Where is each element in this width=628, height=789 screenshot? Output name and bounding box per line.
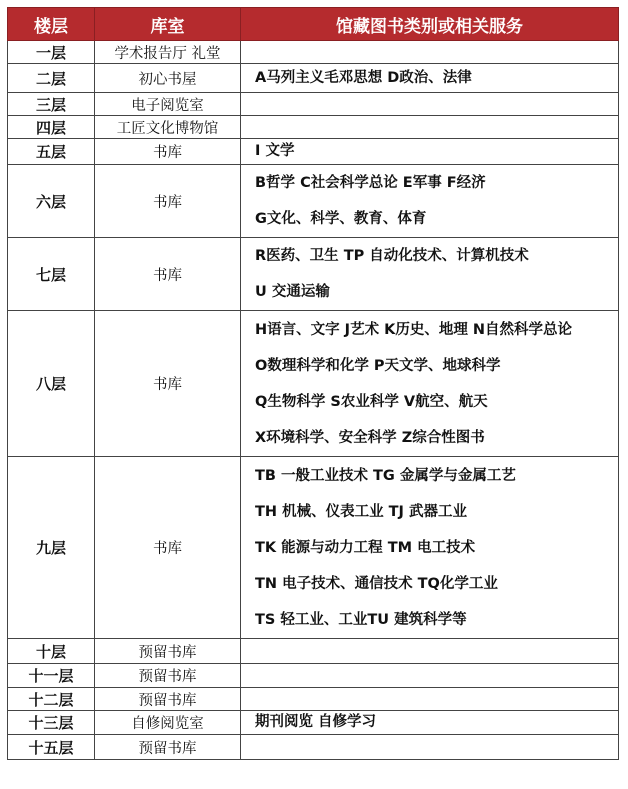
room-cell: 预留书库 xyxy=(95,664,241,688)
service-cell xyxy=(241,41,619,64)
service-line: B哲学 C社会科学总论 E军事 F经济 xyxy=(255,175,486,191)
floor-cell: 九层 xyxy=(8,457,95,639)
room-cell: 书库 xyxy=(95,311,241,457)
service-cell xyxy=(241,457,619,639)
floor-cell: 四层 xyxy=(8,116,95,139)
library-floor-table xyxy=(7,7,619,760)
floor-cell: 八层 xyxy=(8,311,95,457)
service-line: TH 机械、仪表工业 TJ 武器工业 xyxy=(255,503,467,520)
floor-cell: 三层 xyxy=(8,93,95,116)
service-cell xyxy=(241,64,619,93)
service-cell xyxy=(241,116,619,139)
table-row xyxy=(8,639,619,664)
floor-cell: 一层 xyxy=(8,41,95,64)
floor-cell: 二层 xyxy=(8,64,95,93)
table-row xyxy=(8,664,619,688)
service-line: TS 轻工业、工业TU 建筑科学等 xyxy=(255,611,467,628)
service-line: U 交通运输 xyxy=(255,284,330,300)
floor-cell: 六层 xyxy=(8,165,95,238)
room-cell: 书库 xyxy=(95,165,241,238)
service-line: H语言、文字 J艺术 K历史、地理 N自然科学总论 xyxy=(255,321,573,338)
table-row xyxy=(8,311,619,457)
service-line: Q生物科学 S农业科学 V航空、航天 xyxy=(255,393,488,410)
room-cell: 工匠文化博物馆 xyxy=(95,116,241,139)
service-line: TN 电子技术、通信技术 TQ化学工业 xyxy=(255,575,498,592)
table-row xyxy=(8,165,619,238)
table-row xyxy=(8,238,619,311)
service-line: G文化、科学、教育、体育 xyxy=(255,211,427,227)
room-cell: 电子阅览室 xyxy=(95,93,241,116)
room-cell: 预留书库 xyxy=(95,735,241,760)
floor-cell: 七层 xyxy=(8,238,95,311)
room-cell: 书库 xyxy=(95,457,241,639)
service-cell xyxy=(241,735,619,760)
service-line: R医药、卫生 TP 自动化技术、计算机技术 xyxy=(255,248,529,264)
service-cell xyxy=(241,165,619,238)
room-cell: 书库 xyxy=(95,238,241,311)
room-cell: 预留书库 xyxy=(95,639,241,664)
room-cell: 自修阅览室 xyxy=(95,711,241,735)
service-cell xyxy=(241,639,619,664)
table-row xyxy=(8,139,619,165)
service-line: I 文学 xyxy=(255,143,295,160)
floor-cell: 十五层 xyxy=(8,735,95,760)
room-cell: 学术报告厅 礼堂 xyxy=(95,41,241,64)
service-line: O数理科学和化学 P天文学、地球科学 xyxy=(255,357,501,374)
floor-cell: 十一层 xyxy=(8,664,95,688)
room-cell: 书库 xyxy=(95,139,241,165)
service-line: X环境科学、安全科学 Z综合性图书 xyxy=(255,429,485,446)
table-row xyxy=(8,41,619,64)
service-cell xyxy=(241,311,619,457)
table-row xyxy=(8,64,619,93)
floor-cell: 十二层 xyxy=(8,688,95,711)
floor-cell: 五层 xyxy=(8,139,95,165)
table-row xyxy=(8,116,619,139)
service-line: TB 一般工业技术 TG 金属学与金属工艺 xyxy=(255,467,516,484)
header-room: 库室 xyxy=(95,8,241,41)
service-line: TK 能源与动力工程 TM 电工技术 xyxy=(255,539,476,556)
header-row xyxy=(8,8,619,41)
table-row xyxy=(8,93,619,116)
table-row xyxy=(8,735,619,760)
service-line: A马列主义毛邓思想 D政治、法律 xyxy=(255,69,472,86)
service-cell xyxy=(241,688,619,711)
header-service: 馆藏图书类别或相关服务 xyxy=(241,8,619,41)
table-row xyxy=(8,688,619,711)
room-cell: 初心书屋 xyxy=(95,64,241,93)
service-cell xyxy=(241,93,619,116)
room-cell: 预留书库 xyxy=(95,688,241,711)
table-row xyxy=(8,711,619,735)
service-cell xyxy=(241,139,619,165)
service-cell xyxy=(241,711,619,735)
floor-cell: 十层 xyxy=(8,639,95,664)
service-line: 期刊阅览 自修学习 xyxy=(255,714,377,731)
table-body xyxy=(8,41,619,760)
service-cell xyxy=(241,664,619,688)
header-floor: 楼层 xyxy=(8,8,95,41)
floor-cell: 十三层 xyxy=(8,711,95,735)
service-cell xyxy=(241,238,619,311)
table-row xyxy=(8,457,619,639)
